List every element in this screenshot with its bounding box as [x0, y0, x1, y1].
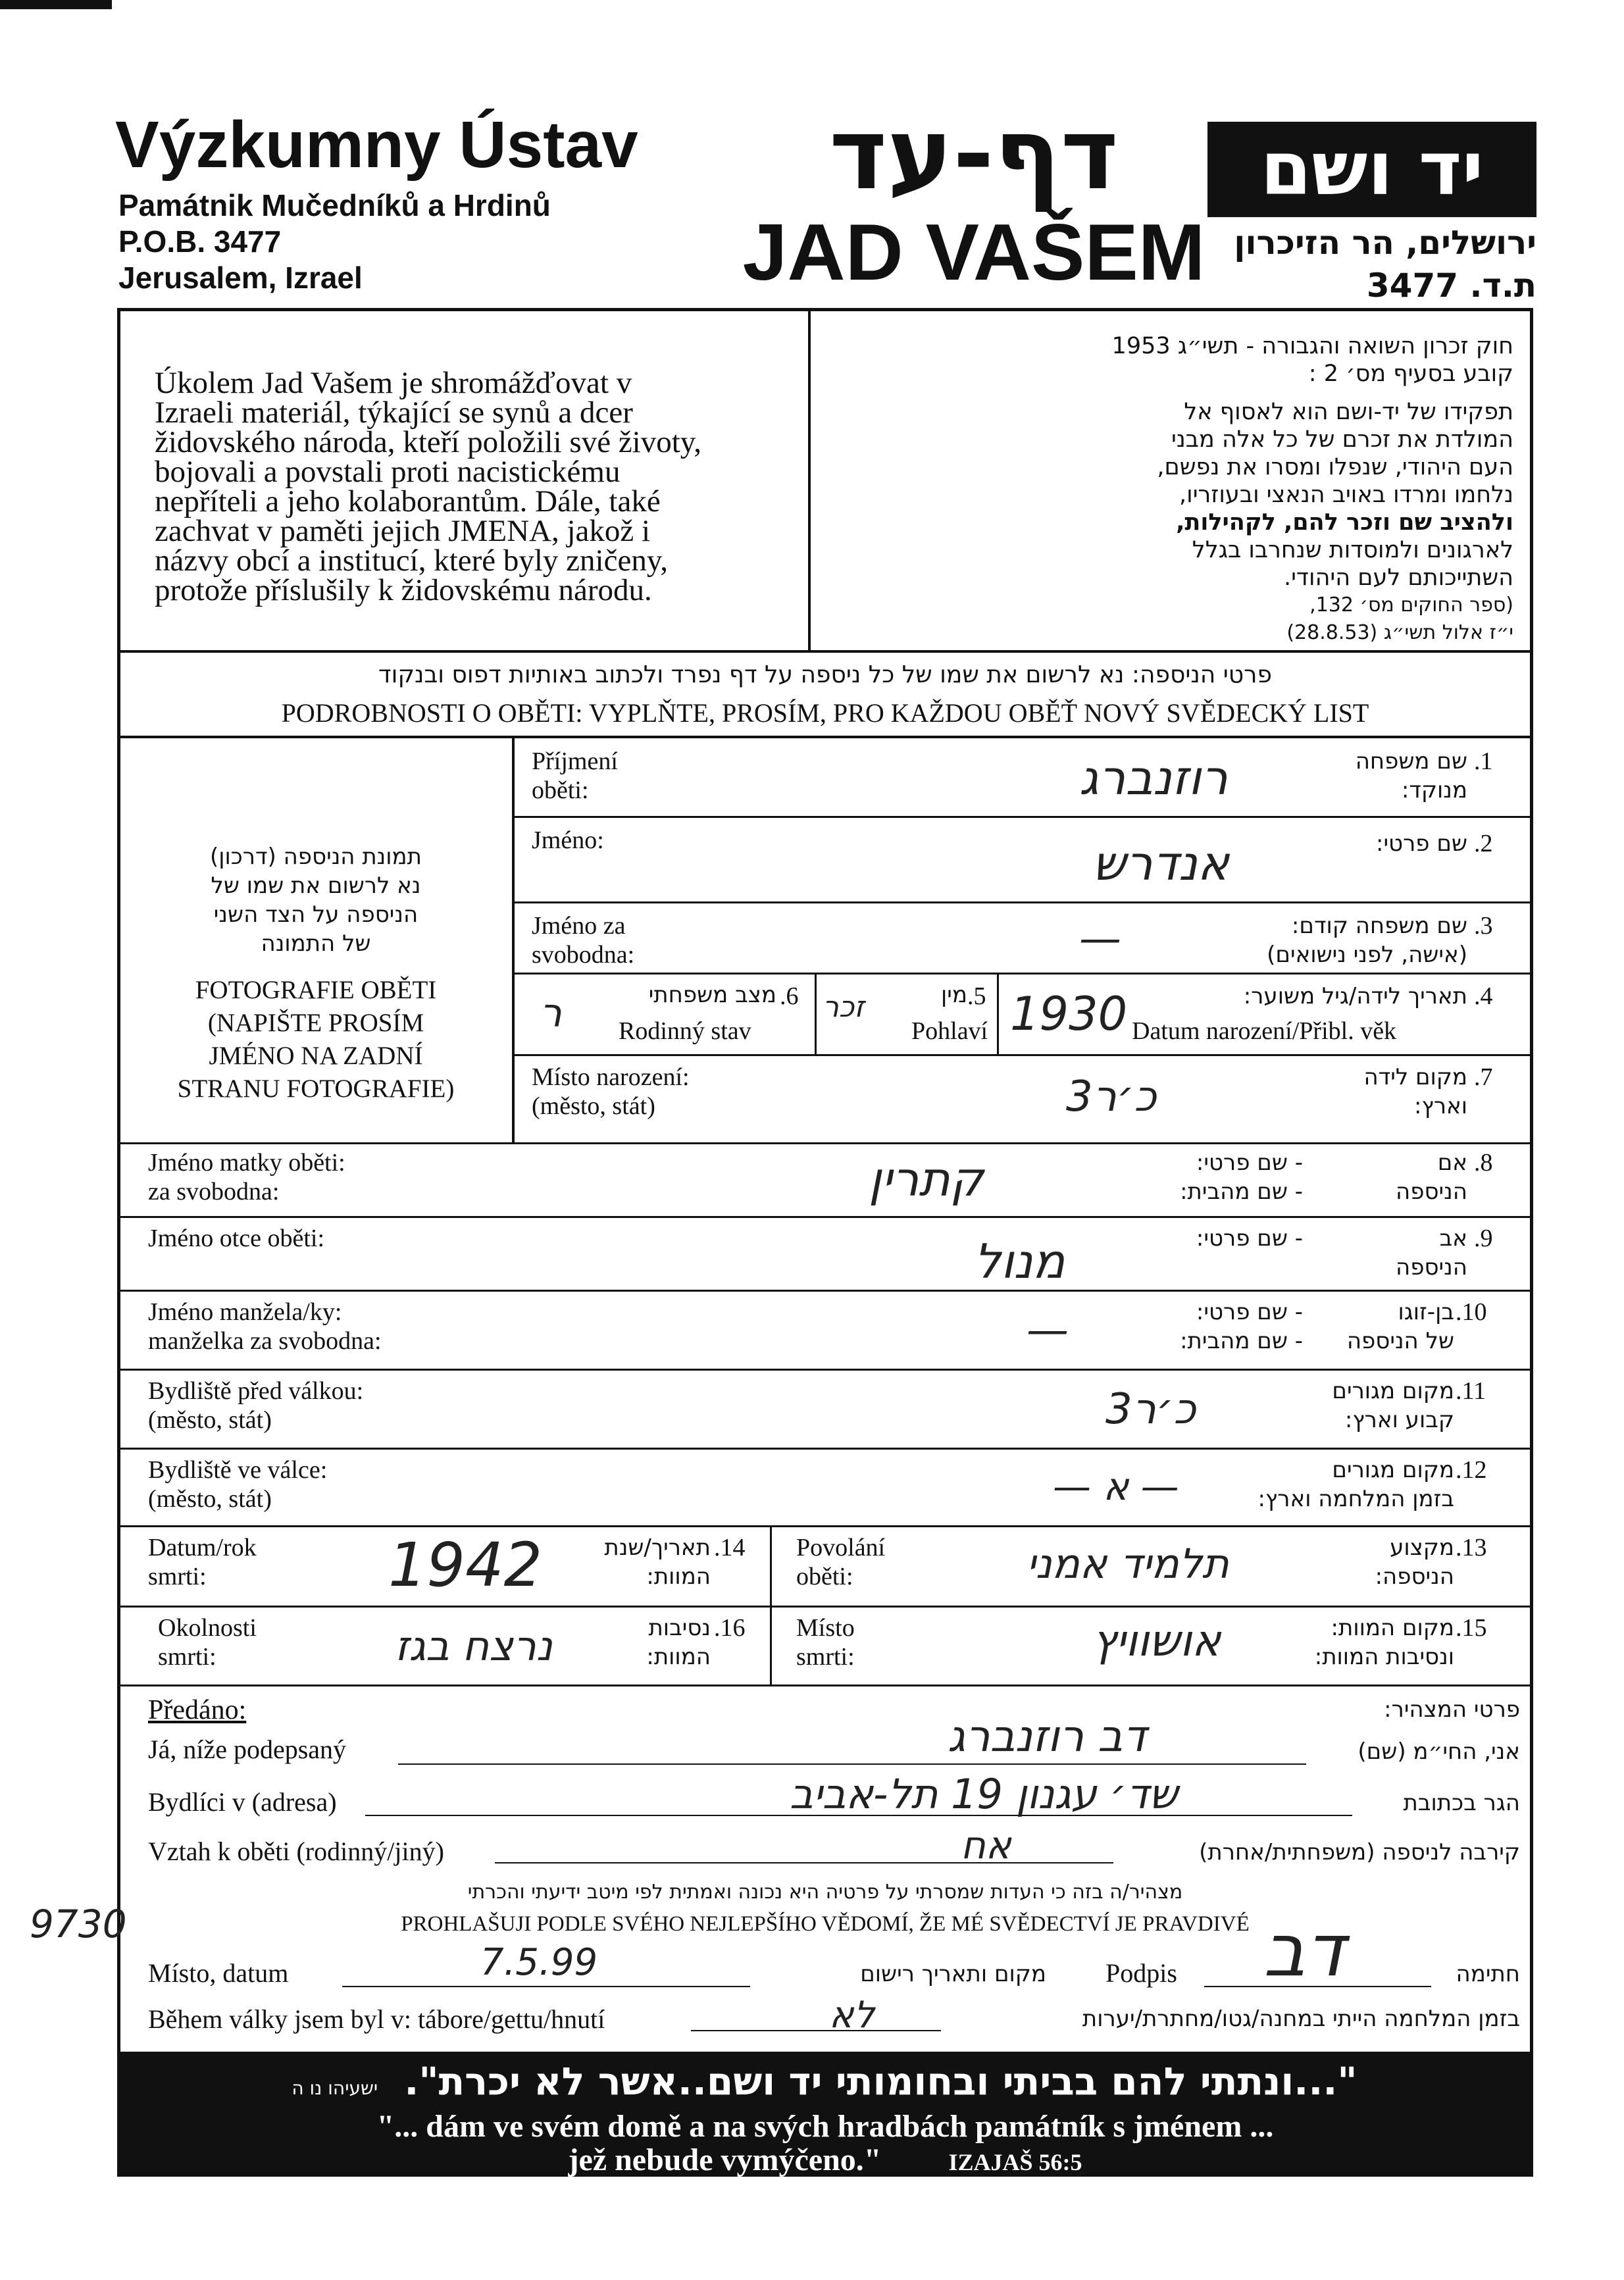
- photo-he-3: של התמונה: [261, 930, 371, 957]
- declare-cz: PROHLAŠUJI PODLE SVÉHO NEJLEPŠÍHO VĚDOMÍ, ŽE MÉ SVĚDECTVÍ JE PRAVDIVÉ: [401, 1912, 1250, 1936]
- header-left-line2: P.O.B. 3477: [118, 224, 282, 259]
- sign-value[interactable]: דב: [1263, 1908, 1345, 1992]
- field-8-he-0: אם: [1437, 1150, 1467, 1176]
- field-3-he-1: (אישה, לפני נישואים): [1267, 942, 1467, 968]
- field-8-cz-0: Jméno matky oběti:: [148, 1149, 345, 1177]
- camp-cz: Během války jsem byl v: tábore/gettu/hnutí: [148, 2004, 605, 2034]
- footer-hebrew: [143, 2058, 1506, 2112]
- field-8-cz: [148, 1148, 345, 1206]
- col-sep: [770, 1525, 772, 1685]
- photo-he-1: נא לרשום את שמו של: [211, 873, 421, 899]
- field-15-he: [1250, 1613, 1454, 1671]
- row1-cz: Já, níže podepsaný: [148, 1735, 347, 1764]
- field-4-he: תאריך לידה/גיל משוער:: [1243, 983, 1467, 1009]
- footer-ref: IZAJAŠ 56:5: [948, 2149, 1082, 2175]
- photo-hebrew: [132, 842, 500, 958]
- field-16-value[interactable]: נרצח בגז: [395, 1622, 553, 1670]
- field-1-cz: [532, 747, 618, 805]
- field-2-value[interactable]: אנדרש: [1092, 836, 1229, 891]
- row1-value[interactable]: דב רוזנברג: [948, 1711, 1147, 1761]
- row-sep: [512, 973, 1533, 975]
- field-7-he-1: וארץ:: [1414, 1093, 1467, 1119]
- intro-he-10: י״ז אלול תשי״ג (28.8.53): [1286, 621, 1513, 644]
- field-3-value[interactable]: —: [1079, 915, 1121, 963]
- field-14-he-0: תאריך/שנת: [604, 1534, 711, 1561]
- details-header-czech: PODROBNOSTI O OBĚTI: VYPLŇTE, PROSÍM, PRO KAŽDOU OBĚŤ NOVÝ SVĚDECKÝ LIST: [281, 698, 1369, 728]
- field-12-cz-0: Bydliště ve válce:: [148, 1456, 328, 1484]
- intro-cz-1: Izraeli materiál, týkající se synů a dcer: [155, 395, 633, 430]
- row-sep: [117, 1685, 1533, 1686]
- field-16-cz-1: smrti:: [158, 1643, 216, 1671]
- field-16-cz: [158, 1613, 257, 1671]
- field-10-cz-0: Jméno manžela/ky:: [148, 1298, 342, 1326]
- field-11-num: .11: [1456, 1377, 1486, 1405]
- intro-cz-5: zachvat v paměti jejich JMENA, jakož i: [155, 514, 651, 548]
- field-7-cz: [532, 1063, 690, 1121]
- field-10-he-mid: [1119, 1298, 1303, 1355]
- row1-line: [398, 1763, 1306, 1765]
- camp-line: [691, 2030, 941, 2031]
- field-5-he: מין: [941, 982, 967, 1008]
- field-1-he-0: שם משפחה: [1355, 748, 1467, 774]
- footer-czech1: "... dám ve svém domě a na svých hradbách památník s jménem ...: [376, 2109, 1274, 2144]
- header-right-line2: ת.ד. 3477: [1366, 266, 1536, 305]
- intro-he-1: קובע בסעיף מס׳ 2 :: [1308, 361, 1513, 387]
- field-10-he: [1316, 1298, 1454, 1355]
- declare-he: מצהיר/ה בזה כי העדות שמסרתי על פרטיה היא נכונה ואמתית לפי מיטב ידיעתי והכרתי: [467, 1881, 1183, 1904]
- intro-cz-4: nepříteli a jeho kolaborantům. Dále, také: [155, 484, 661, 519]
- footer-hebrew-quote: "...ונתתי להם בביתי ובחומותי יד ושם..אשר לא יכרת".: [404, 2059, 1358, 2104]
- intro-divider: [808, 308, 811, 650]
- photo-he-2: הניספה על הצד השני: [213, 901, 419, 928]
- row-sep: [117, 1216, 1533, 1218]
- field-16-cz-0: Okolnosti: [158, 1614, 257, 1642]
- details-header-hebrew: פרטי הניספה: נא לרשום את שמו של כל ניספה על דף נפרד ולכתוב באותיות דפוס ובנקוד: [378, 661, 1272, 688]
- field-11-he: [1237, 1377, 1454, 1434]
- field-16-he-1: המוות:: [646, 1644, 711, 1670]
- field-11-cz-1: (město, stát): [148, 1406, 272, 1434]
- row3-he: קירבה לניספה (משפחתית/אחרת): [1199, 1839, 1520, 1865]
- photo-cz-3: STRANU FOTOGRAFIE): [177, 1075, 455, 1103]
- field-15-num: .15: [1456, 1614, 1487, 1642]
- intro-he-6: ולהציב שם וזכר להם, לקהילות,: [1176, 509, 1513, 536]
- col-sep: [997, 973, 999, 1054]
- field-13-value[interactable]: תלמיד אמני: [1027, 1540, 1229, 1588]
- row2-he: הגר בכתובת: [1403, 1790, 1520, 1816]
- field-13-cz-1: oběti:: [796, 1563, 853, 1590]
- field-15-he-1: ונסיבות המוות:: [1314, 1644, 1454, 1670]
- header-left-line1: Památnik Mučedníků a Hrdinů: [118, 188, 551, 222]
- header-left-title: Výzkumny Ústav: [115, 108, 638, 182]
- field-7-cz-0: Místo narození:: [532, 1063, 690, 1091]
- field-10-he-0: בן-זוגו: [1398, 1299, 1454, 1325]
- field-15-cz-1: smrti:: [796, 1643, 855, 1671]
- row-sep: [117, 1448, 1533, 1450]
- field-9-he-0: אב: [1439, 1225, 1467, 1252]
- field-12-he: [1198, 1456, 1454, 1513]
- field-7-cz-1: (město, stát): [532, 1092, 655, 1120]
- field-10-num: .10: [1456, 1298, 1487, 1326]
- field-8-he: [1316, 1148, 1467, 1206]
- field-12-value[interactable]: — א —: [1053, 1464, 1179, 1509]
- header-center-latin: JAD VAŠEM: [742, 207, 1205, 297]
- camp-he: בזמן המלחמה הייתי במחנה/גטו/מחתרת/יערות: [1082, 2006, 1520, 2032]
- footer-czech2-row: [117, 2144, 1533, 2179]
- field-8-hemid-1: - שם מהבית:: [1180, 1178, 1303, 1205]
- predano-label: Předáno:: [148, 1695, 247, 1725]
- field-1-he-1: מנוקד:: [1401, 777, 1467, 803]
- row-sep: [117, 1525, 1533, 1527]
- intro-bottom: [117, 650, 1533, 653]
- field-7-he-0: מקום לידה: [1363, 1064, 1467, 1090]
- field-8-hemid-0: - שם פרטי:: [1196, 1150, 1303, 1176]
- row2-cz: Bydlíci v (adresa): [148, 1787, 337, 1817]
- field-8-num: .8: [1474, 1149, 1493, 1177]
- field-12-he-1: בזמן המלחמה וארץ:: [1257, 1486, 1454, 1512]
- place-value[interactable]: 7.5.99: [480, 1941, 598, 1984]
- field-9-cz: Jméno otce oběti:: [148, 1225, 325, 1252]
- field-14-he-1: המוות:: [646, 1563, 711, 1590]
- photo-czech: [132, 974, 500, 1105]
- row-sep: [512, 901, 1533, 903]
- field-5-value[interactable]: זכר: [823, 990, 865, 1024]
- field-4-num: .4: [1474, 982, 1493, 1010]
- field-2-cz: Jméno:: [532, 826, 604, 854]
- field-3-he: [1158, 911, 1467, 969]
- field-6-num: .6: [780, 982, 799, 1010]
- intro-czech: [155, 368, 786, 605]
- field-6-he: מצב משפחתי: [648, 982, 776, 1008]
- row1-he: אני, החי״מ (שם): [1358, 1738, 1520, 1765]
- field-14-value[interactable]: 1942: [388, 1530, 543, 1600]
- margin-note: 9730: [30, 1902, 127, 1946]
- field-10-hemid-0: - שם פרטי:: [1196, 1299, 1303, 1325]
- scan-mark: [0, 0, 112, 9]
- footer-banner: [117, 2052, 1533, 2177]
- field-14-cz-0: Datum/rok: [148, 1534, 257, 1561]
- sign-cz: Podpis: [1105, 1958, 1177, 1988]
- field-11-he-0: מקום מגורים: [1332, 1378, 1454, 1404]
- field-12-cz-1: (město, stát): [148, 1485, 272, 1513]
- header-center-hebrew: דף-עד: [829, 97, 1119, 212]
- field-3-cz-1: svobodna:: [532, 941, 635, 969]
- camp-value[interactable]: לא: [829, 1994, 875, 2037]
- field-4-cz: Datum narození/Přibl. věk: [1132, 1017, 1397, 1045]
- place-cz: Místo, datum: [148, 1958, 289, 1988]
- intro-cz-3: bojovali a povstali proti nacistickému: [155, 455, 621, 489]
- field-13-cz: [796, 1533, 885, 1591]
- field-3-he-0: שם משפחה קודם:: [1291, 913, 1467, 939]
- intro-he-5: נלחמו ומרדו באויב הנאצי ובעוזריו,: [1179, 482, 1513, 508]
- field-13-he-0: מקצוע: [1390, 1534, 1454, 1561]
- field-10-value[interactable]: —: [1027, 1306, 1069, 1355]
- field-9-he-mid: - שם פרטי:: [1196, 1225, 1303, 1252]
- field-13-cz-0: Povolání: [796, 1534, 886, 1561]
- row3-line: [495, 1862, 1113, 1863]
- field-13-he: [1316, 1533, 1454, 1591]
- field-7-he: [1250, 1063, 1467, 1121]
- field-14-he: [559, 1533, 711, 1591]
- intro-he-4: העם היהודי, שנפלו ומסרו את נפשם,: [1157, 454, 1513, 480]
- intro-he-7: לארגונים ולמוסדות שנחרבו בגלל: [1192, 537, 1513, 563]
- footer-czech2: jež nebude vymýčeno.": [568, 2142, 882, 2177]
- intro-hebrew: [829, 332, 1513, 647]
- field-16-num: .16: [714, 1614, 746, 1642]
- field-1-cz-1: oběti:: [532, 776, 589, 804]
- intro-he-3: המולדת את זכרם של כל אלה מבני: [1171, 426, 1513, 453]
- intro-cz-7: protože příslušily k židovskému národu.: [155, 573, 652, 607]
- field-10-hemid-1: - שם מהבית:: [1180, 1328, 1303, 1354]
- field-10-he-1: של הניספה: [1346, 1328, 1454, 1354]
- field-1-cz-0: Příjmení: [532, 747, 618, 775]
- field-13-he-1: הניספה:: [1375, 1563, 1454, 1590]
- intro-he-8: השתייכותם לעם היהודי.: [1283, 565, 1513, 591]
- field-2-he: שם פרטי:: [1376, 830, 1467, 857]
- sign-he: חתימה: [1456, 1961, 1520, 1987]
- intro-he-9: (ספר החוקים מס׳ 132,: [1309, 594, 1513, 617]
- yad-vashem-logo: [1207, 122, 1536, 217]
- field-3-num: .3: [1474, 912, 1493, 940]
- field-10-cz: [148, 1298, 382, 1355]
- field-3-cz: [532, 911, 634, 969]
- intro-he-0: חוק זכרון השואה והגבורה - תשי״ג 1953: [1111, 333, 1513, 359]
- field-5-num: .5: [967, 982, 986, 1010]
- field-9-he-1: הניספה: [1396, 1254, 1467, 1280]
- field-1-value[interactable]: רוזנברג: [1079, 750, 1228, 805]
- field-14-num: .14: [714, 1534, 746, 1561]
- field-3-cz-0: Jméno za: [532, 912, 626, 940]
- field-15-value[interactable]: אושוויץ: [1092, 1615, 1221, 1666]
- intro-cz-2: židovského národa, kteří položili své životy,: [155, 425, 701, 459]
- field-10-cz-1: manželka za svobodna:: [148, 1327, 382, 1355]
- field-7-num: .7: [1474, 1063, 1493, 1091]
- field-13-num: .13: [1456, 1534, 1487, 1561]
- field-5-cz: Pohlaví: [911, 1017, 988, 1045]
- photo-cz-1: (NAPIŠTE PROSÍM: [207, 1009, 424, 1037]
- field-14-cz: [148, 1533, 257, 1591]
- details-header-bottom: [117, 736, 1533, 738]
- row-sep: [117, 1290, 1533, 1292]
- field-15-cz-0: Místo: [796, 1614, 855, 1642]
- field-14-cz-1: smrti:: [148, 1563, 207, 1590]
- col-sep: [815, 973, 817, 1054]
- field-8-cz-1: za svobodna:: [148, 1178, 280, 1205]
- field-12-he-0: מקום מגורים: [1332, 1457, 1454, 1483]
- place-line: [342, 1986, 750, 1987]
- field-11-he-1: קבוע וארץ:: [1344, 1407, 1454, 1433]
- field-11-value[interactable]: 3כ׳ר: [1105, 1385, 1196, 1434]
- row-sep: [512, 816, 1533, 818]
- field-1-he: [1250, 747, 1467, 805]
- row-sep: [117, 1142, 1533, 1144]
- field-9-num: .9: [1474, 1225, 1493, 1252]
- field-11-cz-0: Bydliště před válkou:: [148, 1377, 364, 1405]
- field-9-value[interactable]: מנול: [974, 1234, 1065, 1289]
- row3-value[interactable]: אח: [961, 1823, 1011, 1867]
- field-11-cz: [148, 1377, 363, 1434]
- field-8-he-mid: [1119, 1148, 1303, 1206]
- header: [0, 0, 1624, 316]
- field-7-value[interactable]: 3כ׳ר: [1066, 1073, 1157, 1121]
- field-1-num: .1: [1474, 747, 1493, 775]
- field-9-he: [1316, 1224, 1467, 1282]
- field-12-cz: [148, 1456, 327, 1513]
- row3-cz: Vztah k oběti (rodinný/jiný): [148, 1837, 444, 1866]
- photo-cz-0: FOTOGRAFIE OBĚTI: [195, 976, 437, 1004]
- intro-cz-0: Úkolem Jad Vašem je shromážďovat v: [155, 366, 632, 400]
- field-15-cz: [796, 1613, 855, 1671]
- field-4-value[interactable]: 1930: [1010, 987, 1128, 1041]
- header-left-line3: Jerusalem, Izrael: [118, 261, 363, 295]
- field-12-num: .12: [1456, 1456, 1487, 1484]
- field-15-he-0: מקום המוות:: [1331, 1615, 1454, 1641]
- field-16-he-0: נסיבות: [648, 1615, 711, 1641]
- field-2-num: .2: [1474, 830, 1493, 857]
- field-8-value[interactable]: קתרין: [869, 1152, 984, 1207]
- field-6-value[interactable]: ר: [540, 990, 562, 1036]
- footer-hebrew-ref: ישעיהו נו ה: [292, 2077, 378, 2099]
- intro-cz-6: názvy obcí a institucí, které byly zničeny,: [155, 544, 669, 578]
- photo-divider: [512, 736, 515, 1142]
- header-right-line1: ירושלים, הר הזיכרון: [1234, 224, 1536, 262]
- row-sep: [512, 1054, 1533, 1056]
- field-16-he: [579, 1613, 711, 1671]
- logo-text: יד ושם: [1260, 126, 1484, 212]
- intro-he-2: תפקידו של יד-ושם הוא לאסוף אל: [1184, 399, 1513, 425]
- photo-cz-2: JMÉNO NA ZADNÍ: [209, 1042, 423, 1070]
- place-he: מקום ותאריך רישום: [860, 1961, 1046, 1987]
- row-sep: [117, 1369, 1533, 1371]
- predano-he: פרטי המצהיר:: [1384, 1696, 1520, 1723]
- field-8-he-1: הניספה: [1396, 1178, 1467, 1205]
- photo-he-0: תמונת הניספה (דרכון): [209, 844, 422, 870]
- field-6-cz: Rodinný stav: [619, 1017, 751, 1045]
- row-sep: [117, 1606, 1533, 1608]
- row2-value[interactable]: שד׳ עגנון 19 תל-אביב: [790, 1770, 1178, 1818]
